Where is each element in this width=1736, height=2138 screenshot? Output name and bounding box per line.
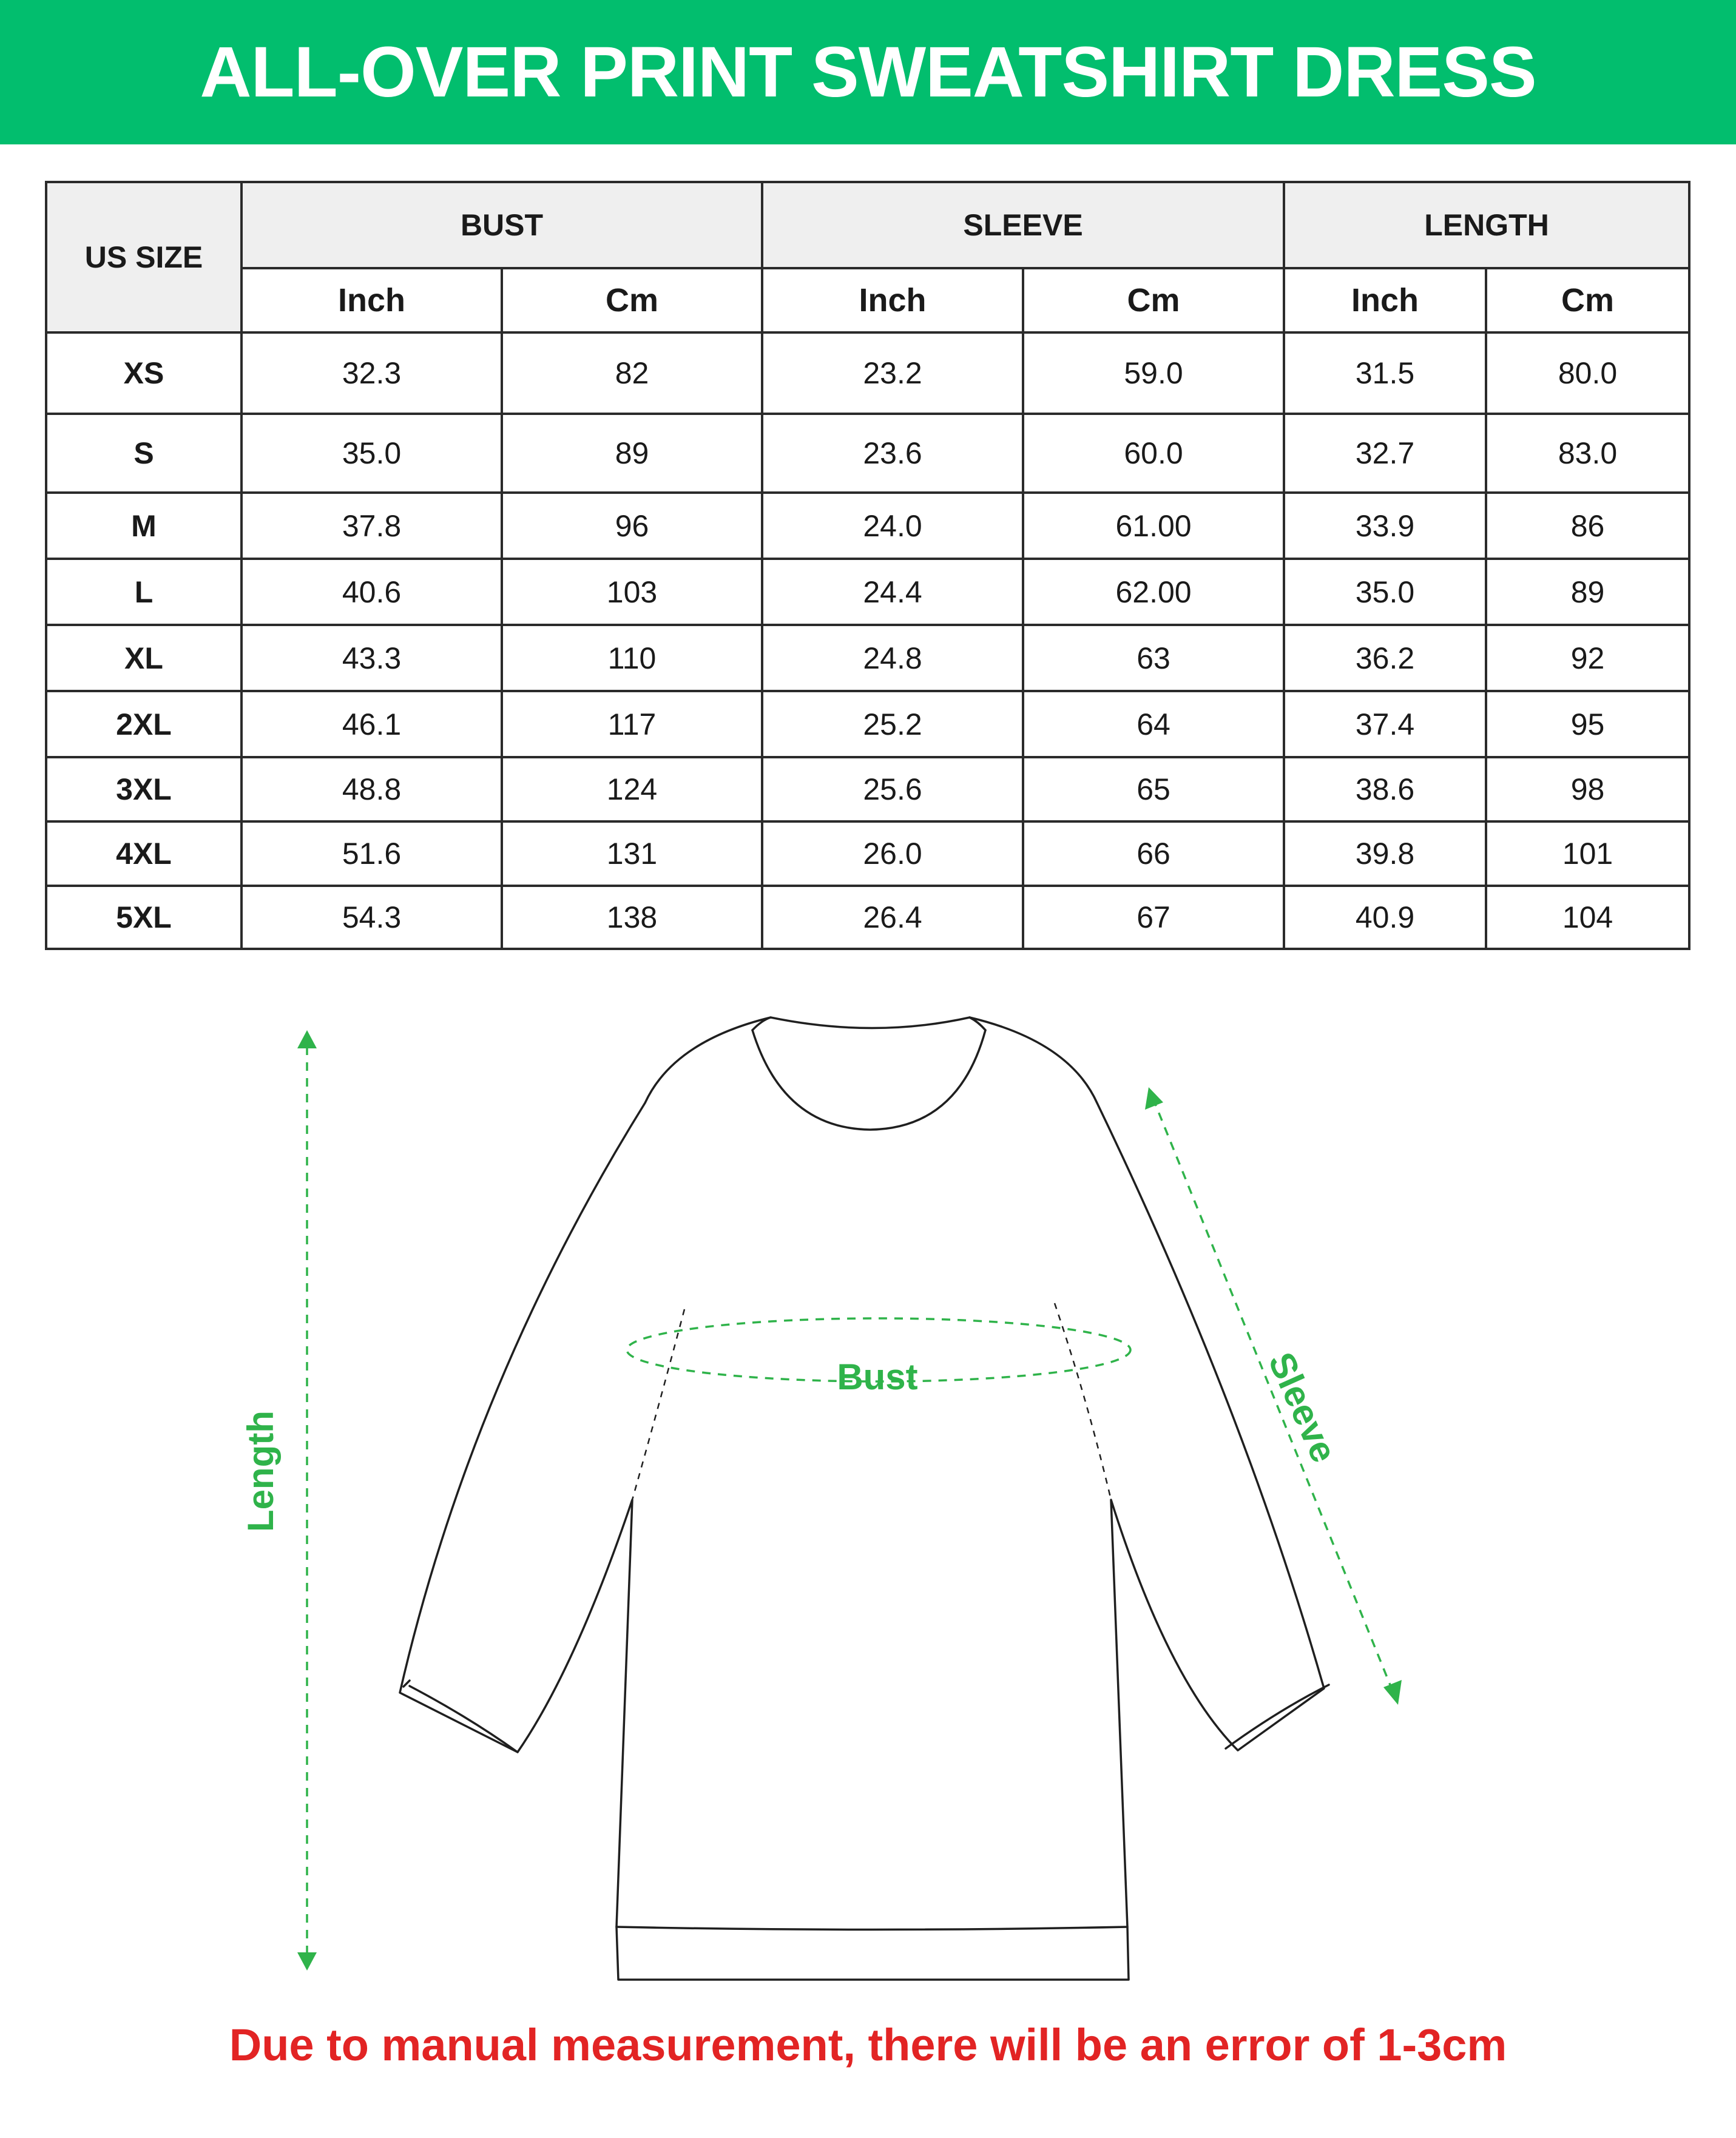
measurement-cell: 26.0	[762, 821, 1023, 886]
measurement-cell: 26.4	[762, 886, 1023, 949]
measurement-cell: 37.4	[1284, 691, 1486, 757]
measurement-cell: 25.6	[762, 757, 1023, 821]
measurement-cell: 89	[1486, 559, 1689, 625]
measurement-cell: 65	[1023, 757, 1284, 821]
length-group-header: LENGTH	[1284, 182, 1689, 268]
size-cell: 3XL	[46, 757, 241, 821]
neckband-outline	[752, 1030, 985, 1130]
measurement-cell: 66	[1023, 821, 1284, 886]
measurement-cell: 104	[1486, 886, 1689, 949]
unit-header: Inch	[762, 268, 1023, 332]
size-cell: 5XL	[46, 886, 241, 949]
measurement-cell: 35.0	[241, 414, 502, 493]
measurement-cell: 124	[502, 757, 762, 821]
table-row	[46, 414, 1689, 493]
size-cell: 4XL	[46, 821, 241, 886]
measurement-cell: 25.2	[762, 691, 1023, 757]
sweatshirt-diagram	[0, 959, 1736, 1990]
unit-header: Cm	[502, 268, 762, 332]
table-row	[46, 625, 1689, 691]
measurement-cell: 24.0	[762, 493, 1023, 559]
measurement-cell: 62.00	[1023, 559, 1284, 625]
measurement-cell: 67	[1023, 886, 1284, 949]
title-banner	[0, 0, 1736, 144]
measurement-cell: 64	[1023, 691, 1284, 757]
right-raglan-seam	[1055, 1303, 1111, 1500]
left-cuff-line	[404, 1681, 518, 1752]
measurement-cell: 86	[1486, 493, 1689, 559]
measurement-cell: 32.7	[1284, 414, 1486, 493]
length-arrow-down-icon	[297, 1952, 317, 1971]
measurement-cell: 95	[1486, 691, 1689, 757]
size-chart-table	[45, 181, 1690, 950]
measurement-cell: 51.6	[241, 821, 502, 886]
size-cell: XL	[46, 625, 241, 691]
measurement-cell: 83.0	[1486, 414, 1689, 493]
size-cell: L	[46, 559, 241, 625]
unit-header: Cm	[1023, 268, 1284, 332]
sleeve-dashed-line	[1153, 1098, 1394, 1694]
measurement-cell: 59.0	[1023, 332, 1284, 414]
table-row	[46, 821, 1689, 886]
measurement-cell: 43.3	[241, 625, 502, 691]
measurement-cell: 38.6	[1284, 757, 1486, 821]
size-column-header: US SIZE	[46, 182, 241, 332]
measurement-cell: 46.1	[241, 691, 502, 757]
measurement-cell: 54.3	[241, 886, 502, 949]
size-cell: XS	[46, 332, 241, 414]
measurement-cell: 98	[1486, 757, 1689, 821]
sleeve-label: Sleeve	[1260, 1346, 1345, 1469]
table-row	[46, 886, 1689, 949]
table-row	[46, 332, 1689, 414]
left-raglan-seam	[632, 1309, 684, 1500]
measurement-error-note: Due to manual measurement, there will be an error of 1-3cm	[229, 2020, 1507, 2070]
table-row	[46, 757, 1689, 821]
measurement-cell: 24.8	[762, 625, 1023, 691]
measurement-cell: 82	[502, 332, 762, 414]
right-cuff-line	[1226, 1685, 1329, 1749]
measurement-cell: 40.9	[1284, 886, 1486, 949]
measurement-cell: 61.00	[1023, 493, 1284, 559]
unit-header: Inch	[1284, 268, 1486, 332]
sweatshirt-body-outline	[400, 1017, 1324, 1980]
table-row	[46, 691, 1689, 757]
size-cell: M	[46, 493, 241, 559]
sleeve-arrow-up-icon	[1145, 1087, 1163, 1110]
measurement-cell: 24.4	[762, 559, 1023, 625]
hem-band-line	[616, 1927, 1127, 1930]
measurement-cell: 39.8	[1284, 821, 1486, 886]
measurement-cell: 110	[502, 625, 762, 691]
measurement-cell: 48.8	[241, 757, 502, 821]
length-arrow-up-icon	[297, 1030, 317, 1048]
measurement-cell: 33.9	[1284, 493, 1486, 559]
page-title: ALL-OVER PRINT SWEATSHIRT DRESS	[200, 32, 1536, 112]
size-cell: S	[46, 414, 241, 493]
measurement-cell: 36.2	[1284, 625, 1486, 691]
measurement-cell: 80.0	[1486, 332, 1689, 414]
measurement-cell: 23.2	[762, 332, 1023, 414]
table-row	[46, 493, 1689, 559]
measurement-cell: 23.6	[762, 414, 1023, 493]
measurement-cell: 117	[502, 691, 762, 757]
sleeve-group-header: SLEEVE	[762, 182, 1284, 268]
size-cell: 2XL	[46, 691, 241, 757]
bust-group-header: BUST	[241, 182, 762, 268]
unit-header: Cm	[1486, 268, 1689, 332]
table-row	[46, 559, 1689, 625]
measurement-cell: 101	[1486, 821, 1689, 886]
measurement-cell: 40.6	[241, 559, 502, 625]
measurement-cell: 35.0	[1284, 559, 1486, 625]
measurement-cell: 96	[502, 493, 762, 559]
measurement-cell: 37.8	[241, 493, 502, 559]
unit-header: Inch	[241, 268, 502, 332]
length-label: Length	[240, 1411, 281, 1532]
bust-label: Bust	[837, 1357, 918, 1397]
sleeve-arrow-down-icon	[1383, 1680, 1402, 1705]
measurement-cell: 131	[502, 821, 762, 886]
measurement-cell: 32.3	[241, 332, 502, 414]
measurement-cell: 63	[1023, 625, 1284, 691]
measurement-cell: 31.5	[1284, 332, 1486, 414]
measurement-cell: 138	[502, 886, 762, 949]
measurement-cell: 89	[502, 414, 762, 493]
measurement-cell: 103	[502, 559, 762, 625]
measurement-cell: 92	[1486, 625, 1689, 691]
measurement-cell: 60.0	[1023, 414, 1284, 493]
